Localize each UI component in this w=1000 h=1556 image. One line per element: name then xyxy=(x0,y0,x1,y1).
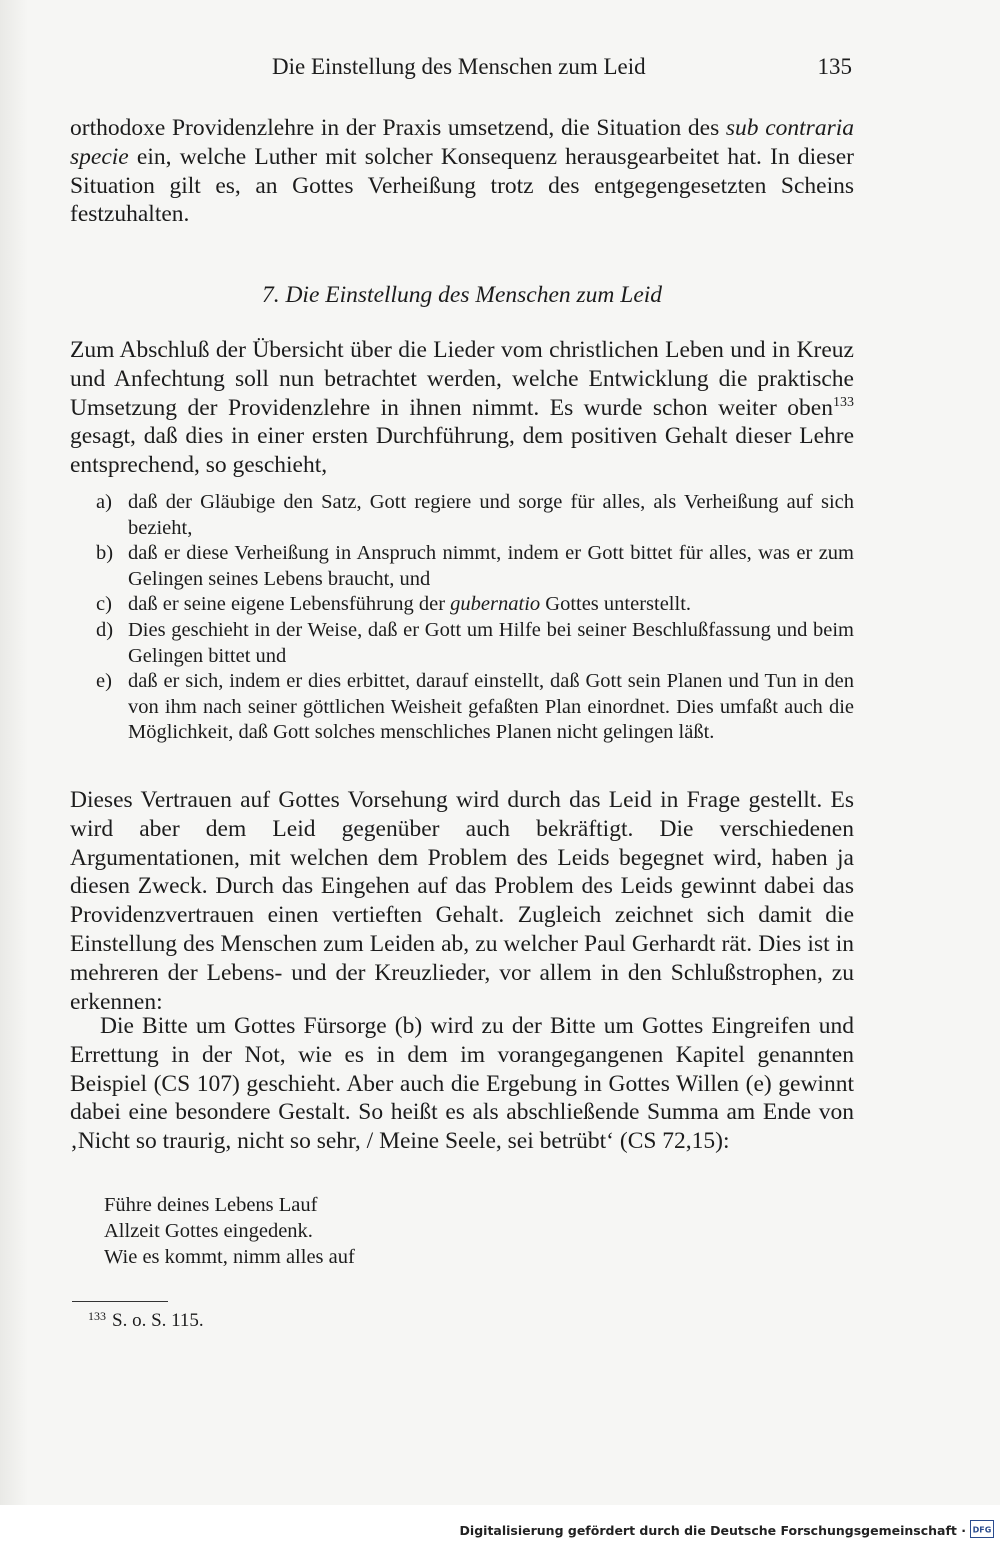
list-item-text: daß er diese Verheißung in Anspruch nimmt, indem er Gott bittet für alles, was er zum Gelingen seines Lebens braucht, und xyxy=(128,542,854,590)
list-marker: b) xyxy=(96,542,114,565)
paragraph-4-text: Die Bitte um Gottes Fürsorge (b) wird zu der Bitte um Gottes Eingreifen und Errettung in der Not, wie es in dem im vorangegangenen Kapitel genannten Beispiel (CS 107) geschieht. Aber auch die Ergebung in Gottes Willen (e) gewinnt dabei eine besondere Gestalt. So heißt es als abschließende Summa am Ende von ‚Nicht so traurig, nicht so sehr, / Meine Seele, sei betrübt‘ (CS 72,15): xyxy=(70,1013,854,1155)
footnote xyxy=(88,1309,204,1332)
list-marker: a) xyxy=(96,491,112,513)
list-marker: e) xyxy=(96,670,112,693)
verse-line: Allzeit Gottes eingedenk. xyxy=(104,1220,313,1242)
list-marker: d) xyxy=(96,618,114,641)
list-item-text-b: Gottes unterstellt. xyxy=(540,593,692,616)
running-head xyxy=(72,54,852,84)
list-item-text-a: daß er seine eigene Lebensführung der xyxy=(128,593,451,616)
paragraph-2-text-a: Zum Abschluß der Übersicht über die Lieder vom christlichen Leben und in Kreuz und Anfechtung soll nun betrachtet werden, welche Entwicklung die praktische Umsetzung der Providenzlehre in ihnen nimmt. Es wurde schon weiter oben xyxy=(70,337,854,421)
list-item-text: daß er sich, indem er dies erbittet, darauf einstellt, daß Gott sein Planen und Tun in den von ihm nach seiner göttlichen Weisheit gefaßten Plan einordnet. Dies umfaßt auch die Möglichkeit, daß Gott solches menschliches Planen nicht gelingen läßt. xyxy=(128,670,854,744)
footnote-reference: 133 xyxy=(833,394,854,410)
paragraph-1 xyxy=(70,114,854,229)
list-item-text: daß der Gläubige den Satz, Gott regiere und sorge für alles, als Verheißung auf sich bezieht, xyxy=(128,491,854,539)
footnote-number: 133 xyxy=(88,1309,106,1323)
page-number: 135 xyxy=(817,54,852,79)
paragraph-3 xyxy=(70,786,854,1016)
verse-quote xyxy=(104,1192,604,1270)
latin-phrase: sub contraria specie xyxy=(70,115,854,170)
paragraph-2-text-b: gesagt, daß dies in einer ersten Durchführung, dem positiven Gehalt dieser Lehre entsprechend, so geschieht, xyxy=(70,423,854,479)
paragraph-4 xyxy=(70,1012,854,1156)
list-item-d xyxy=(96,618,854,669)
funding-credit: Digitalisierung gefördert durch die Deutsche Forschungsgemeinschaft · xyxy=(459,1523,966,1538)
enumerated-list xyxy=(96,490,854,746)
paragraph-1-text-b: ein, welche Luther mit solcher Konsequenz herausgearbeitet hat. In dieser Situation gilt es, an Gottes Verheißung trotz des entgegengesetzten Scheins festzuhalten. xyxy=(70,143,854,228)
footnote-text: S. o. S. 115. xyxy=(112,1310,204,1331)
list-marker: c) xyxy=(96,593,112,616)
list-item-c xyxy=(96,592,854,618)
digitization-footer xyxy=(0,1505,1000,1556)
running-title: Die Einstellung des Menschen zum Leid xyxy=(272,54,646,79)
paragraph-1-text-a: orthodoxe Providenzlehre in der Praxis umsetzend, die Situation des xyxy=(70,115,726,141)
dfg-logo-text: DFG xyxy=(972,1525,992,1535)
paragraph-3-text: Dieses Vertrauen auf Gottes Vorsehung wird durch das Leid in Frage gestellt. Es wird aber dem Leid gegenüber auch bekräftigt. Die verschiedenen Argumentationen, mit welchen dem Problem des Leids begegnet wird, haben ja diesen Zweck. Durch das Eingehen auf das Problem des Leids gewinnt dabei das Providenzvertrauen einen vertieften Gehalt. Zugleich zeichnet sich damit die Einstellung des Menschen zum Leiden ab, zu welcher Paul Gerhardt rät. Dies ist in mehreren der Lebens- und der Kreuzlieder, vor allem in den Schlußstrophen, zu erkennen: xyxy=(70,787,854,1015)
list-item-text: Dies geschieht in der Weise, daß er Gott um Hilfe bei seiner Beschlußfassung und beim Gelingen bittet und xyxy=(128,618,854,667)
footnote-rule xyxy=(72,1301,168,1302)
list-item-a xyxy=(96,490,854,541)
latin-term: gubernatio xyxy=(450,593,541,616)
verse-line: Führe deines Lebens Lauf xyxy=(104,1194,318,1216)
paragraph-2 xyxy=(70,336,854,480)
dfg-logo-icon xyxy=(970,1520,994,1538)
scan-shadow xyxy=(0,0,28,1505)
section-heading: 7. Die Einstellung des Menschen zum Leid xyxy=(261,282,663,308)
list-item-b xyxy=(96,541,854,592)
list-item-e xyxy=(96,669,854,746)
verse-line: Wie es kommt, nimm alles auf xyxy=(104,1246,355,1268)
